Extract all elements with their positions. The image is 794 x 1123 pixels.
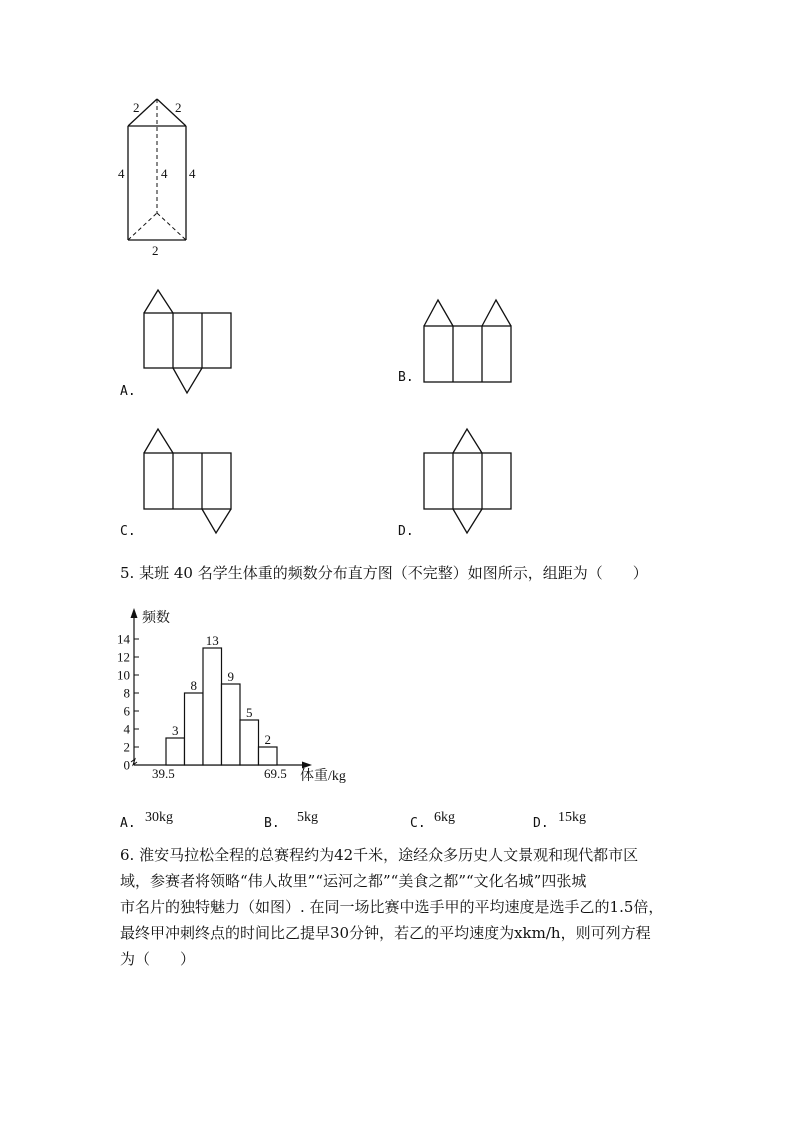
x-tick-label: 69.5 xyxy=(264,766,287,781)
prism-edge-label: 2 xyxy=(175,100,182,115)
histogram-bar xyxy=(203,648,222,765)
option-c-label: C. xyxy=(120,524,136,539)
histogram-bar xyxy=(185,693,204,765)
y-tick-label: 2 xyxy=(123,739,130,755)
histogram-bar xyxy=(222,684,241,765)
q6-line: 为（ ） xyxy=(120,950,196,968)
q6-line: 域，参赛者将领略“伟人故里”“运河之都”“美食之都”“文化名城”四张城 xyxy=(120,872,587,890)
bar-value-label: 13 xyxy=(205,633,219,648)
y-tick-label: 10 xyxy=(117,667,130,683)
prism-edge-label: 4 xyxy=(189,166,196,181)
q5-option-c-letter: C. xyxy=(410,816,426,831)
q5-option-b-value: 5kg xyxy=(297,810,318,825)
y-tick-label: 8 xyxy=(123,685,130,701)
q5-option-a-letter: A. xyxy=(120,816,136,831)
bar-value-label: 2 xyxy=(264,732,271,747)
q6-line: 最终甲冲刺终点的时间比乙提早30分钟，若乙的平均速度为xkm/h，则可列方程 xyxy=(120,924,651,942)
prism-edge-label: 4 xyxy=(161,166,168,181)
y-tick-label: 6 xyxy=(123,703,130,719)
y-tick-label: 4 xyxy=(123,721,130,737)
x-tick-label: 39.5 xyxy=(152,766,175,781)
q5-option-a-value: 30kg xyxy=(145,810,173,825)
q6-stem xyxy=(120,842,680,972)
prism-edge-label: 4 xyxy=(118,166,125,181)
q5-option-d-value: 15kg xyxy=(558,810,586,825)
prism-edge-label: 2 xyxy=(133,100,140,115)
y-tick-label: 12 xyxy=(117,649,130,665)
q5-option-c-value: 6kg xyxy=(434,810,455,825)
q5-option-b-letter: B. xyxy=(264,816,280,831)
y-axis-label: 频数 xyxy=(142,611,170,626)
q6-line: 市名片的独特魅力（如图）. 在同一场比赛中选手甲的平均速度是选手乙的1.5倍， xyxy=(120,898,664,916)
bar-value-label: 5 xyxy=(246,705,253,720)
y-tick-label: 14 xyxy=(117,631,130,647)
bar-value-label: 3 xyxy=(172,723,179,738)
histogram-bar xyxy=(240,720,259,765)
histogram-bar xyxy=(259,747,278,765)
q5-option-d-letter: D. xyxy=(533,816,549,831)
prism-edge-label: 2 xyxy=(152,243,159,258)
q6-line: 6. 淮安马拉松全程的总赛程约为42千米，途经众多历史人文景观和现代都市区 xyxy=(120,846,639,864)
option-a-label: A. xyxy=(120,384,136,399)
y-tick-label: 0 xyxy=(123,757,130,773)
bar-value-label: 9 xyxy=(227,669,234,684)
option-b-label: B. xyxy=(398,370,414,385)
q5-stem: 5. 某班 40 名学生体重的频数分布直方图（不完整）如图所示，组距为（ ） xyxy=(120,564,648,582)
option-d-label: D. xyxy=(398,524,414,539)
bar-value-label: 8 xyxy=(190,678,197,693)
histogram-bar xyxy=(166,738,185,765)
x-axis-label: 体重/kg xyxy=(300,769,346,784)
